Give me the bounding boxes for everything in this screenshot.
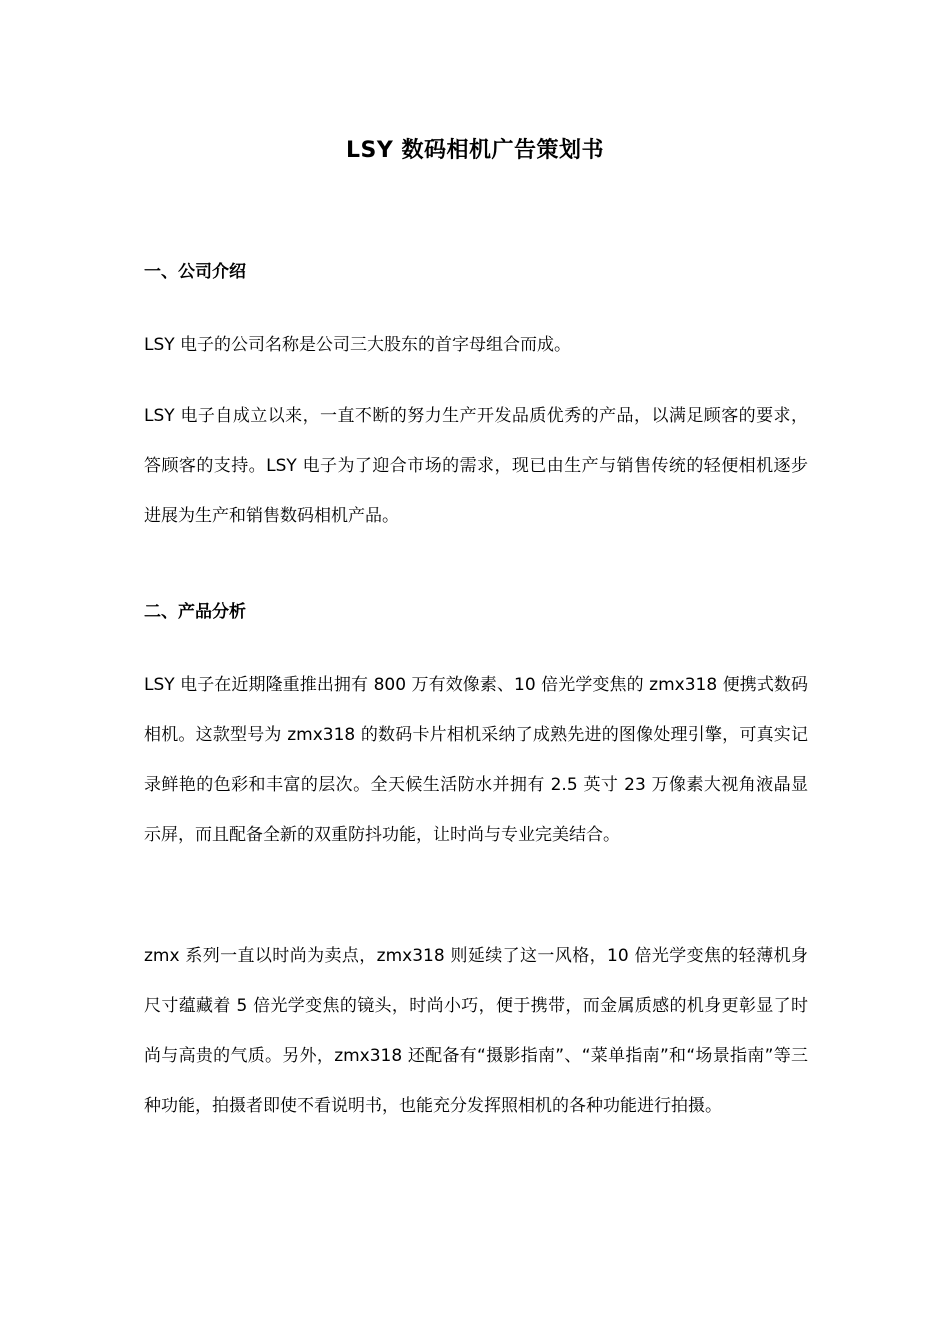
paragraph-company-name: LSY 电子的公司名称是公司三大股东的首字母组合而成。	[144, 335, 572, 355]
section-heading-company-intro: 一、公司介绍	[144, 262, 246, 282]
paragraph-product-launch: LSY 电子在近期隆重推出拥有 800 万有效像素、10 倍光学变焦的 zmx318 便携式数码相机。这款型号为 zmx318 的数码卡片相机采纳了成熟先进的图像处理引擎，可真实记录鲜艳的色彩和丰富的层次。全天候生活防水并拥有 2.5 英寸 23 万像素大视角液晶显示屏，而且配备全新的双重防抖功能，让时尚与专业完美结合。	[144, 675, 808, 845]
section-heading-product-analysis: 二、产品分析	[144, 602, 246, 622]
paragraph-company-history: LSY 电子自成立以来，一直不断的努力生产开发品质优秀的产品，以满足顾客的要求，答顾客的支持。LSY 电子为了迎合市场的需求，现已由生产与销售传统的轻便相机逐步进展为生产和销售数码相机产品。	[144, 406, 808, 526]
paragraph-product-style: zmx 系列一直以时尚为卖点，zmx318 则延续了这一风格，10 倍光学变焦的轻薄机身尺寸蕴藏着 5 倍光学变焦的镜头，时尚小巧，便于携带，而金属质感的机身更彰显了时尚与高贵的气质。另外，zmx318 还配备有“摄影指南”、“菜单指南”和“场景指南”等三种功能，拍摄者即使不看说明书，也能充分发挥照相机的各种功能进行拍摄。	[144, 946, 808, 1116]
document-title: LSY 数码相机广告策划书	[346, 138, 604, 163]
